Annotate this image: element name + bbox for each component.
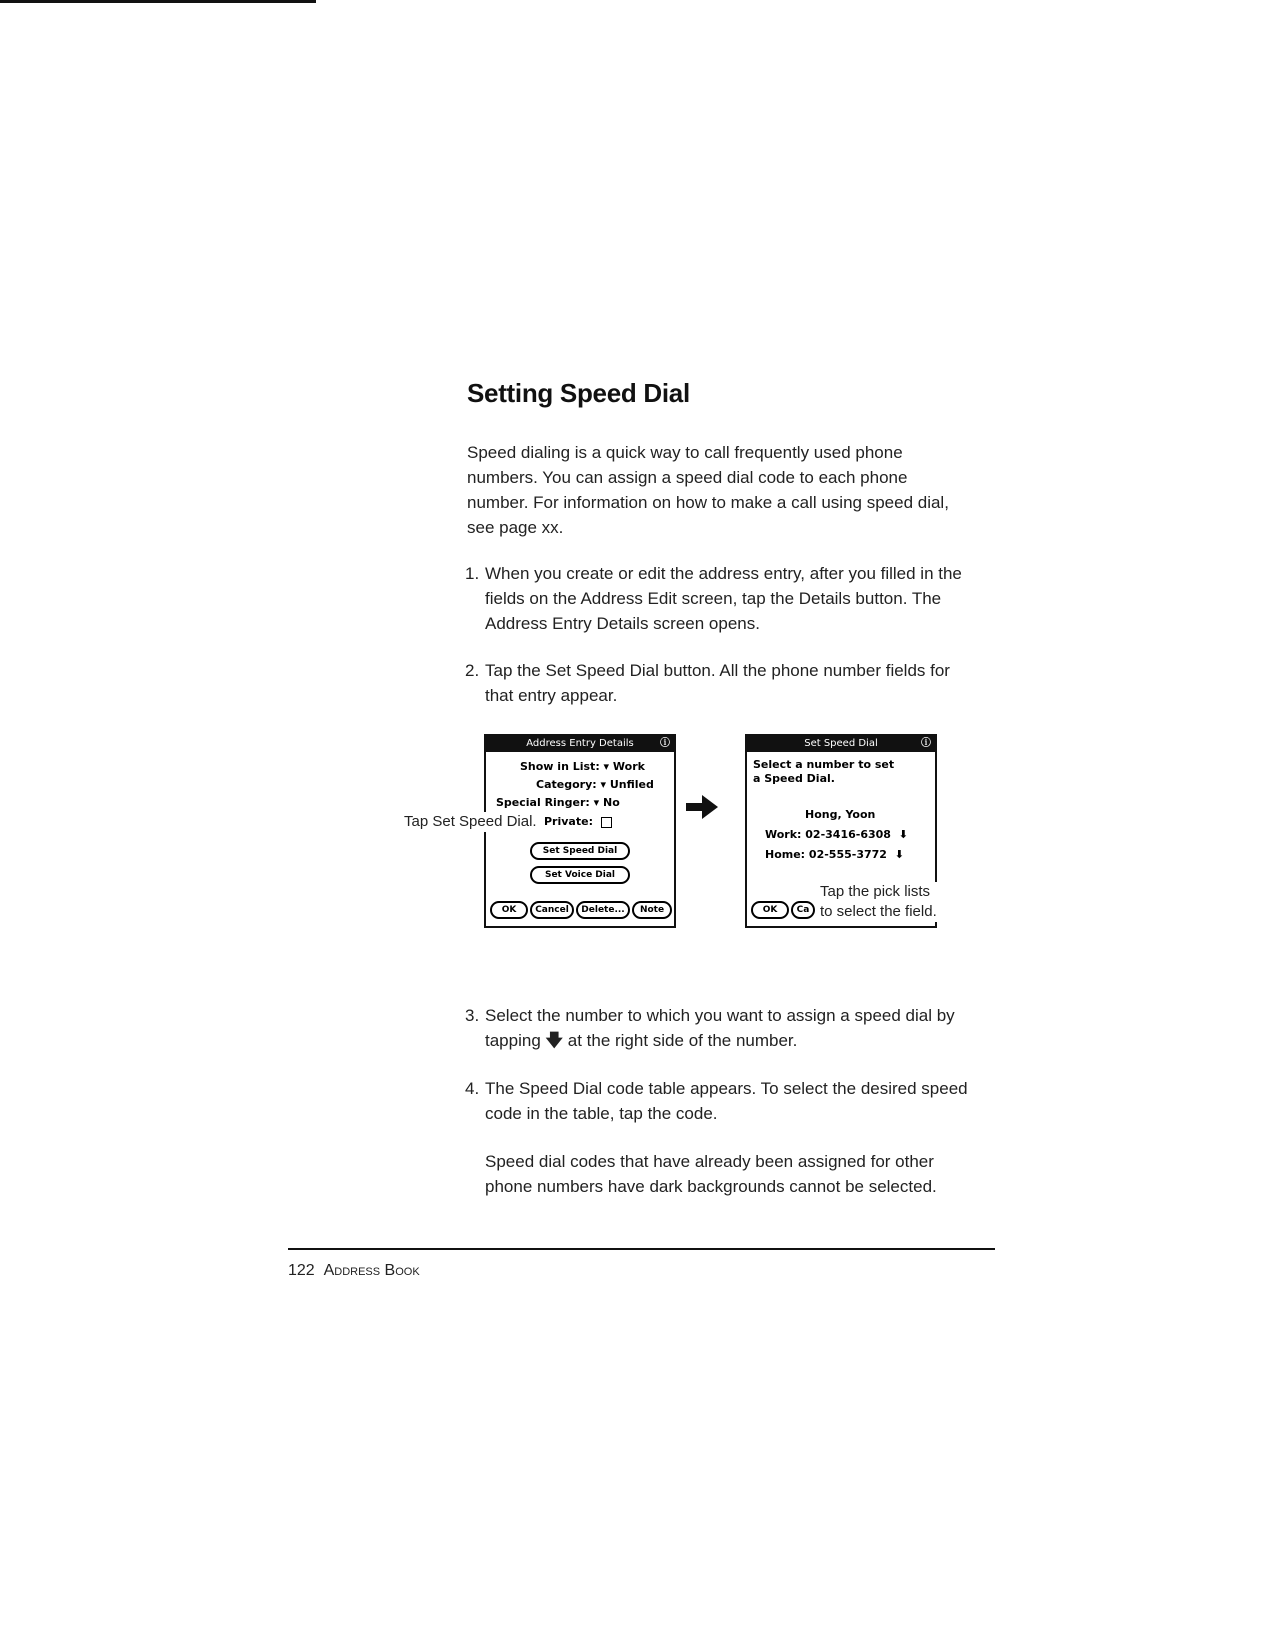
callout-tap-set-speed-dial: Tap Set Speed Dial. <box>404 813 537 830</box>
footer-rule <box>288 1248 995 1250</box>
cancel-button[interactable]: Ca <box>791 901 815 919</box>
step-number: 3. <box>465 1006 480 1025</box>
prompt-line-2: a Speed Dial. <box>753 772 835 785</box>
section-heading: Setting Speed Dial <box>467 378 690 408</box>
info-icon: ⓘ <box>921 738 931 749</box>
set-speed-dial-button[interactable]: Set Speed Dial <box>530 842 630 860</box>
top-rule <box>0 0 316 3</box>
section-name: Address Book <box>323 1262 420 1279</box>
cancel-button[interactable]: Cancel <box>530 901 574 919</box>
set-voice-dial-button[interactable]: Set Voice Dial <box>530 866 630 884</box>
right-arrow-icon <box>684 792 720 822</box>
screen-title: Address Entry Details <box>526 738 634 749</box>
step-number: 4. <box>465 1079 480 1098</box>
step-text: When you create or edit the address entry, after you filled in the fields on the Address Edit screen, tap the Details button. The Address Entry Details screen opens. <box>485 564 962 633</box>
note-button[interactable]: Note <box>632 901 672 919</box>
down-arrow-icon[interactable]: ⬇ <box>898 828 908 841</box>
contact-name: Hong, Yoon <box>805 808 876 821</box>
step-number: 1. <box>465 564 480 583</box>
callout-pick-lists <box>820 882 937 922</box>
special-ringer-field: Special Ringer: ▾ No <box>496 796 620 809</box>
step-text-before: Select the number to which you want to assign a speed dial by tapping <box>485 1006 955 1050</box>
info-icon: ⓘ <box>660 738 670 749</box>
prompt-line-1: Select a number to set <box>753 758 895 771</box>
home-number-label: Home: 02-555-3772 <box>765 848 887 861</box>
step-text: The Speed Dial code table appears. To select the desired speed code in the table, tap the code. <box>485 1079 968 1123</box>
private-checkbox <box>601 817 612 828</box>
down-arrow-icon: 🡇 <box>545 1031 563 1050</box>
delete-button[interactable]: Delete... <box>576 901 630 919</box>
home-number <box>765 848 904 861</box>
screen-titlebar <box>747 736 935 752</box>
ok-button[interactable]: OK <box>751 901 789 919</box>
work-number <box>765 828 908 841</box>
private-field <box>544 815 612 828</box>
down-arrow-icon[interactable]: ⬇ <box>894 848 904 861</box>
screen-title: Set Speed Dial <box>804 738 878 749</box>
show-in-list-field: Show in List: ▾ Work <box>520 760 645 773</box>
step-text: Tap the Set Speed Dial button. All the phone number fields for that entry appear. <box>485 661 950 705</box>
step-4-note: Speed dial codes that have already been assigned for other phone numbers have dark backgrounds cannot be selected. <box>485 1152 937 1196</box>
work-number-label: Work: 02-3416-6308 <box>765 828 891 841</box>
private-label: Private: <box>544 815 593 828</box>
category-field: Category: ▾ Unfiled <box>536 778 654 791</box>
screen-titlebar <box>486 736 674 752</box>
page-footer <box>288 1262 420 1280</box>
ok-button[interactable]: OK <box>490 901 528 919</box>
page-number: 122 <box>288 1262 315 1279</box>
step-text <box>485 1003 975 1053</box>
callout-line-1: Tap the pick lists <box>820 883 931 900</box>
intro-paragraph: Speed dialing is a quick way to call frequently used phone numbers. You can assign a speed dial code to each phone number. For information on how to make a call using speed dial, see page xx. <box>467 443 949 537</box>
step-number: 2. <box>465 661 480 680</box>
callout-line-2: to select the field. <box>820 903 937 920</box>
step-text-after: at the right side of the number. <box>567 1031 798 1050</box>
